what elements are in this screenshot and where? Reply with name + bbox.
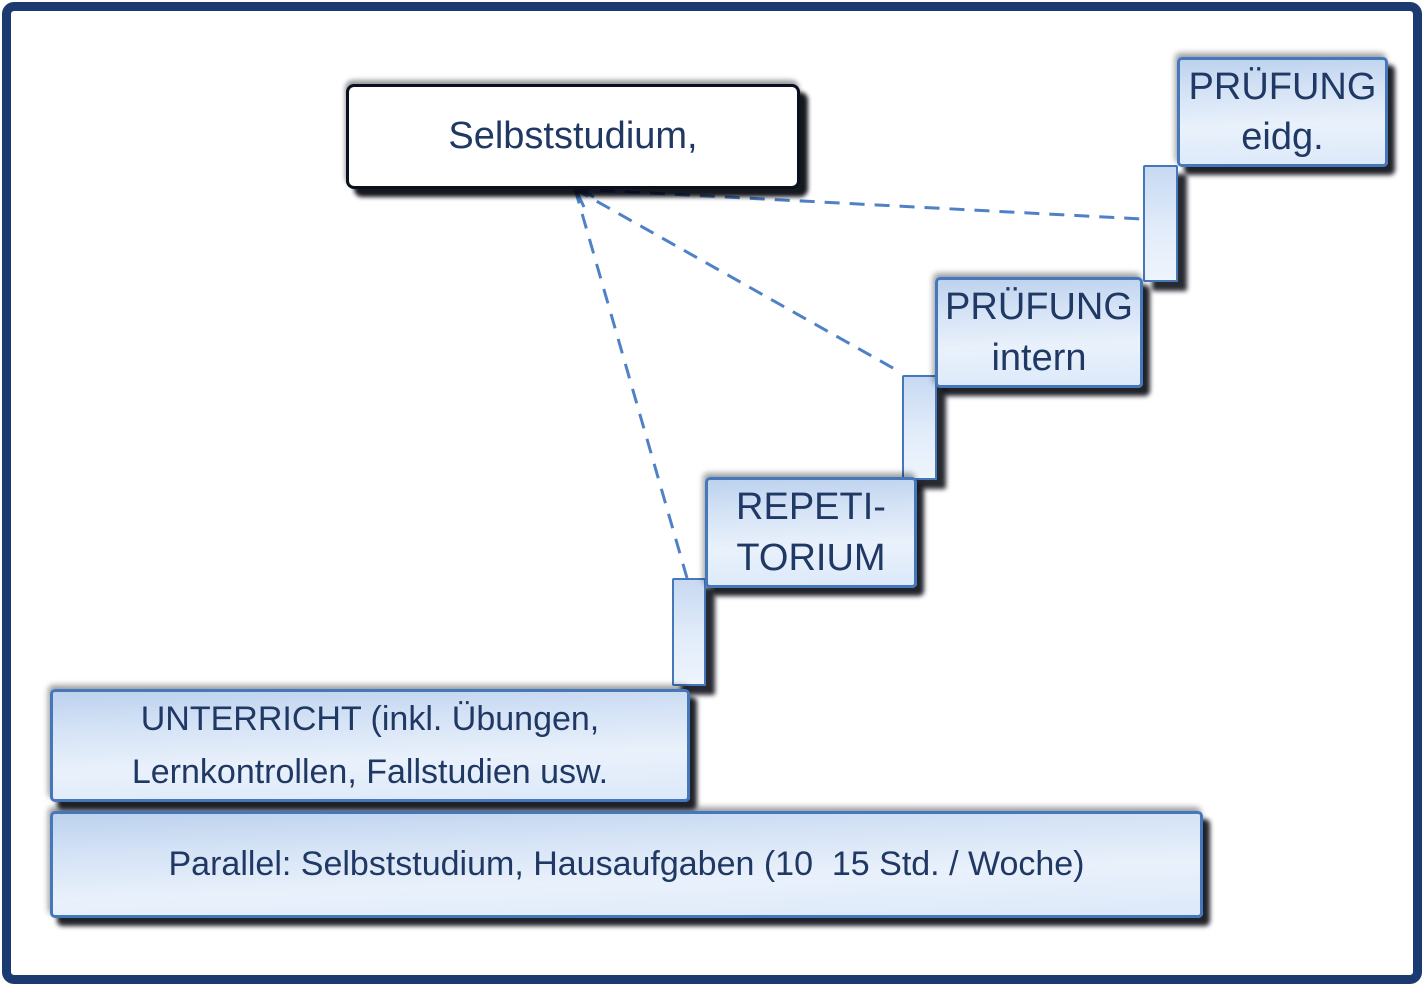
unterricht-line2: Lernkontrollen, Fallstudien usw. — [131, 752, 609, 791]
stair-riser-intern — [902, 375, 937, 480]
repetitorium-line2: TORIUM — [736, 536, 886, 579]
arrowhead-icon — [575, 188, 594, 207]
stair-riser-repetitorium — [672, 578, 706, 686]
unterricht-box — [50, 689, 690, 802]
dashed-line-to-repetitorium-step — [575, 189, 687, 578]
pruefung-intern-line2: intern — [991, 336, 1087, 379]
selbststudium-label: Selbststudium, — [448, 115, 698, 158]
dashed-line-to-intern-step — [575, 189, 900, 372]
parallel-label: Parallel: Selbststudium, Hausaufgaben (10 15 Std. / Woche) — [168, 845, 1085, 884]
pruefung-eidg-box — [1177, 57, 1388, 167]
unterricht-line1: UNTERRICHT (inkl. Übungen, — [140, 699, 600, 738]
stair-riser-eidg — [1143, 165, 1178, 282]
selbststudium-box — [346, 84, 800, 189]
repetitorium-box — [705, 477, 917, 588]
pruefung-eidg-line1: PRÜFUNG — [1188, 65, 1377, 108]
dashed-line-to-eidg-step — [575, 189, 1142, 219]
repetitorium-line1: REPETI- — [736, 486, 886, 529]
pruefung-intern-line1: PRÜFUNG — [945, 286, 1133, 329]
parallel-selbststudium-box — [50, 811, 1203, 918]
pruefung-intern-box — [935, 277, 1143, 388]
pruefung-eidg-line2: eidg. — [1241, 116, 1324, 158]
